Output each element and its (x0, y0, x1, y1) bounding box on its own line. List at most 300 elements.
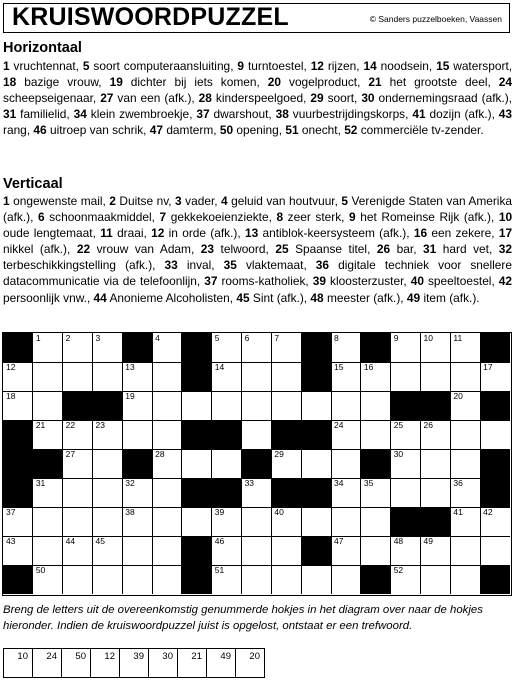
clue-text: soort computeraansluiting (93, 59, 231, 73)
cell-number: 21 (35, 420, 46, 430)
clue-number: 33 (164, 258, 178, 273)
cell-number: 6 (244, 333, 250, 343)
grid-cell[interactable] (391, 565, 421, 594)
grid-cell[interactable] (450, 536, 480, 566)
grid-cell[interactable] (152, 391, 182, 421)
solution-box-number: 10 (17, 651, 28, 662)
clue-number: 40 (410, 274, 424, 289)
clue-text: vader (185, 194, 215, 208)
grid-block (301, 362, 331, 392)
grid-cell[interactable] (331, 391, 361, 421)
solution-box[interactable] (177, 648, 207, 678)
vertical-clue: 11 draai, (100, 226, 152, 241)
solution-box-number: 30 (162, 651, 173, 662)
grid-block (122, 449, 152, 479)
grid-cell[interactable] (301, 565, 331, 594)
vertical-clue: 12 in orde (afk.), (151, 226, 245, 241)
vertical-clue: 10 oude lengtemaat, (3, 210, 513, 241)
cell-number: 50 (35, 565, 46, 575)
cell-number: 31 (35, 478, 46, 488)
horizontal-heading: Horizontaal (3, 40, 82, 56)
grid-cell[interactable] (391, 449, 421, 479)
solution-box-number: 50 (75, 651, 86, 662)
horizontal-clue: 29 soort, (310, 91, 362, 106)
vertical-clue: 32 terbeschikkingstelling (afk.), (3, 242, 513, 273)
title-bar (3, 3, 510, 33)
clue-text: hard vet (442, 242, 489, 257)
clue-text: zeer sterk (287, 210, 342, 225)
clue-number: 13 (244, 226, 259, 241)
grid-cell[interactable] (33, 333, 63, 363)
grid-cell[interactable] (212, 391, 242, 421)
clue-text: ongewenste mail (13, 194, 103, 208)
grid-cell[interactable] (331, 420, 361, 450)
vertical-clue (407, 291, 480, 305)
vertical-clue: 5 Verenigde Staten van Amerika (afk.), (3, 194, 512, 225)
vertical-clue: 9 het Romeinse Rijk (afk.), (349, 210, 499, 225)
grid-cell[interactable] (421, 333, 451, 363)
horizontal-clue: 14 noodsein, (363, 59, 437, 73)
grid-cell[interactable] (242, 507, 272, 537)
clue-text: item (afk.). (423, 290, 480, 305)
solution-box-number: 21 (191, 651, 202, 662)
cell-number: 13 (125, 362, 135, 372)
clue-text: oude lengtemaat (3, 226, 93, 241)
grid-cell[interactable] (212, 565, 242, 594)
cell-number: 11 (453, 333, 463, 343)
grid-cell[interactable] (92, 362, 122, 392)
grid-cell[interactable] (33, 362, 63, 392)
grid-cell[interactable] (450, 565, 480, 594)
grid-block (391, 391, 421, 421)
clue-text: het Romeinse Rijk (afk.) (360, 210, 491, 225)
grid-block (182, 333, 212, 363)
grid-cell[interactable] (421, 536, 451, 566)
grid-cell[interactable] (331, 333, 361, 363)
grid-cell[interactable] (3, 507, 33, 537)
vertical-clue: 31 hard vet, (423, 242, 499, 257)
clue-text: damterm (166, 123, 214, 138)
cell-number: 10 (423, 333, 433, 343)
vertical-clue: 2 Duitse nv, (109, 194, 176, 208)
grid-cell[interactable] (331, 449, 361, 479)
grid-cell[interactable] (33, 420, 63, 450)
instructions-text: Breng de letters uit de overeenkomstig genummerde hokjes in het diagram over naar de hokjes hieronder. Indien de kruiswoordpuzzel juist is opgelost, ontstaat er een trefwoord. (3, 604, 483, 632)
clue-text: soort (327, 91, 355, 106)
grid-cell[interactable] (33, 478, 63, 508)
vertical-clue-list (3, 193, 512, 306)
cell-number: 20 (453, 391, 463, 401)
clue-number: 12 (151, 226, 165, 241)
clue-text: Verenigde Staten van Amerika (afk.) (3, 194, 512, 225)
grid-cell[interactable] (33, 536, 63, 566)
clue-number: 39 (312, 274, 326, 289)
cell-number: 42 (483, 507, 493, 517)
solution-box[interactable] (3, 648, 33, 678)
vertical-clue: 13 antiblok-keersysteem (afk.), (244, 226, 414, 241)
grid-cell[interactable] (152, 565, 182, 594)
grid-cell[interactable] (331, 478, 361, 508)
clue-number: 5 (341, 194, 349, 208)
clue-text: vuurbestrijdingskorps (292, 107, 406, 122)
grid-cell[interactable] (361, 478, 391, 508)
grid-cell[interactable] (63, 333, 93, 363)
grid-cell[interactable] (450, 507, 480, 537)
grid-cell[interactable] (122, 362, 152, 392)
solution-box-number: 24 (46, 651, 57, 662)
clue-number: 31 (423, 242, 437, 257)
clue-number: 42 (498, 274, 513, 289)
grid-cell[interactable] (480, 507, 510, 537)
clue-number: 8 (276, 210, 284, 225)
clue-text: dwarshout (213, 107, 269, 122)
clue-text: familielid (20, 107, 67, 122)
grid-cell[interactable] (301, 391, 331, 421)
grid-cell[interactable] (242, 391, 272, 421)
grid-cell[interactable] (92, 565, 122, 594)
grid-cell[interactable] (331, 565, 361, 594)
cell-number: 12 (6, 362, 16, 372)
clue-text: bazige vrouw (24, 75, 99, 90)
clue-text: vogelproduct (289, 75, 358, 90)
clue-text: speeltoestel (427, 274, 492, 289)
horizontal-clue: 12 rijzen, (310, 59, 364, 73)
solution-box-number: 20 (249, 651, 260, 662)
grid-cell[interactable] (450, 478, 480, 508)
grid-block (361, 449, 391, 479)
vertical-clue: 4 geluid van houtvuur, (221, 194, 342, 208)
horizontal-clue: 9 turntoestel, (237, 59, 311, 73)
clue-number: 16 (413, 226, 428, 241)
grid-cell[interactable] (122, 420, 152, 450)
clue-number: 12 (310, 59, 324, 73)
grid-block (122, 333, 152, 363)
vertical-clue: 40 speeltoestel, (410, 274, 499, 289)
horizontal-clue: 50 opening, (219, 123, 286, 138)
grid-block (301, 420, 331, 450)
clue-text: opening (236, 123, 279, 138)
grid-cell[interactable] (242, 333, 272, 363)
grid-cell[interactable] (63, 449, 93, 479)
grid-cell[interactable] (63, 478, 93, 508)
grid-cell[interactable] (33, 391, 63, 421)
clue-text: terbeschikkingstelling (afk.) (3, 258, 153, 273)
grid-cell[interactable] (421, 449, 451, 479)
grid-block (480, 391, 510, 421)
grid-cell[interactable] (212, 449, 242, 479)
cell-number: 26 (423, 420, 433, 430)
grid-cell[interactable] (301, 507, 331, 537)
grid-cell[interactable] (271, 449, 301, 479)
grid-block (271, 420, 301, 450)
grid-cell[interactable] (242, 536, 272, 566)
grid-cell[interactable] (3, 391, 33, 421)
clue-text: Anonieme Alcoholisten (109, 290, 230, 305)
clue-number: 7 (159, 210, 167, 225)
grid-cell[interactable] (92, 536, 122, 566)
clue-text: uitroep van schrik (49, 123, 144, 138)
horizontal-clue: 21 het grootste deel, (368, 75, 499, 90)
grid-cell[interactable] (242, 420, 272, 450)
clue-text: telwoord (220, 242, 266, 257)
grid-cell[interactable] (33, 565, 63, 594)
cell-number: 4 (155, 333, 160, 343)
clue-text: een zekere (431, 226, 492, 241)
clue-number: 1 (3, 194, 10, 208)
grid-cell[interactable] (63, 507, 93, 537)
vertical-clue: 25 Spaanse titel, (275, 242, 377, 257)
cell-number: 30 (393, 449, 404, 459)
page-title: KRUISWOORDPUZZEL (12, 3, 289, 31)
grid-cell[interactable] (152, 362, 182, 392)
grid-cell[interactable] (242, 362, 272, 392)
horizontal-clue: 27 van een (afk.), (100, 91, 199, 106)
horizontal-clue: 15 watersport, (436, 59, 513, 73)
grid-cell[interactable] (331, 507, 361, 537)
grid-cell[interactable] (212, 362, 242, 392)
grid-cell[interactable] (182, 449, 212, 479)
horizontal-clue: 46 uitroep van schrik, (33, 123, 150, 138)
grid-cell[interactable] (271, 565, 301, 594)
clue-text: in orde (afk.) (168, 226, 238, 241)
clue-text: geluid van houtvuur (231, 194, 335, 208)
grid-block (361, 333, 391, 363)
grid-cell[interactable] (450, 391, 480, 421)
clue-text: meester (afk.) (326, 290, 401, 305)
grid-cell[interactable] (182, 391, 212, 421)
clue-number: 18 (3, 75, 17, 90)
solution-box[interactable] (61, 648, 91, 678)
clue-text: gekkekoeienziekte (170, 210, 269, 225)
clue-text: kloosterzuster (330, 274, 404, 289)
horizontal-clue-list (3, 58, 512, 138)
grid-block (63, 391, 93, 421)
grid-cell[interactable] (271, 507, 301, 537)
cell-number: 17 (483, 362, 493, 372)
grid-block (182, 478, 212, 508)
grid-cell[interactable] (480, 362, 510, 392)
cell-number: 16 (363, 362, 374, 372)
grid-cell[interactable] (152, 333, 182, 363)
clue-text: commerciële tv-zender. (360, 123, 484, 138)
vertical-clue: 16 een zekere, (413, 226, 499, 241)
grid-block (212, 420, 242, 450)
grid-cell[interactable] (361, 420, 391, 450)
clue-number: 47 (149, 123, 163, 138)
vertical-clue: 35 vlaktemaat, (223, 258, 316, 273)
cell-number: 52 (393, 565, 404, 575)
grid-cell[interactable] (92, 333, 122, 363)
grid-block (182, 362, 212, 392)
grid-cell[interactable] (421, 478, 451, 508)
clue-number: 43 (498, 107, 513, 122)
grid-cell[interactable] (63, 362, 93, 392)
grid-block (301, 536, 331, 566)
grid-cell[interactable] (212, 333, 242, 363)
solution-box[interactable] (90, 648, 120, 678)
grid-cell[interactable] (271, 333, 301, 363)
horizontal-clue: 28 kinderspeelgoed, (198, 91, 311, 106)
grid-cell[interactable] (92, 449, 122, 479)
horizontal-clue: 51 onecht, (285, 123, 345, 138)
clue-number: 41 (412, 107, 426, 122)
clue-text: Spaanse titel (295, 242, 368, 257)
solution-box[interactable] (206, 648, 236, 678)
grid-cell[interactable] (3, 536, 33, 566)
grid-cell[interactable] (271, 391, 301, 421)
cell-number: 19 (125, 391, 135, 401)
grid-cell[interactable] (361, 536, 391, 566)
horizontal-clue: 1 vruchtennat, (3, 59, 83, 73)
clue-text: draai (117, 226, 144, 241)
grid-cell[interactable] (450, 333, 480, 363)
clue-text: van een (afk.) (117, 91, 192, 106)
cell-number: 5 (214, 333, 220, 343)
cell-number: 15 (334, 362, 344, 372)
grid-cell[interactable] (480, 536, 510, 566)
clue-text: dozijn (afk.) (429, 107, 492, 122)
grid-cell[interactable] (271, 362, 301, 392)
clue-text: Duitse nv (119, 194, 169, 208)
clue-number: 45 (236, 290, 250, 305)
horizontal-clue: 47 damterm, (149, 123, 220, 138)
grid-block (92, 391, 122, 421)
grid-cell[interactable] (63, 565, 93, 594)
grid-cell[interactable] (122, 507, 152, 537)
cell-number: 45 (95, 536, 105, 546)
grid-cell[interactable] (122, 478, 152, 508)
grid-cell[interactable] (242, 565, 272, 594)
grid-cell[interactable] (421, 565, 451, 594)
clue-number: 20 (267, 75, 282, 90)
grid-cell[interactable] (361, 362, 391, 392)
vertical-clue: 8 zeer sterk, (276, 210, 350, 225)
grid-block (3, 420, 33, 450)
grid-cell[interactable] (450, 449, 480, 479)
grid-cell[interactable] (450, 362, 480, 392)
grid-cell[interactable] (450, 420, 480, 450)
clue-number: 44 (93, 290, 107, 305)
clue-number: 52 (344, 123, 358, 138)
grid-cell[interactable] (421, 420, 451, 450)
clue-number: 35 (223, 258, 237, 273)
grid-cell[interactable] (152, 507, 182, 537)
clue-number: 23 (200, 242, 215, 257)
grid-cell[interactable] (63, 536, 93, 566)
clue-number: 3 (175, 194, 182, 208)
grid-block (301, 478, 331, 508)
grid-cell[interactable] (122, 391, 152, 421)
grid-cell[interactable] (122, 565, 152, 594)
vertical-clue: 23 telwoord, (200, 242, 276, 257)
clue-number: 10 (498, 210, 513, 225)
grid-cell[interactable] (331, 362, 361, 392)
cell-number: 1 (35, 333, 41, 343)
grid-cell[interactable] (212, 507, 242, 537)
grid-cell[interactable] (331, 536, 361, 566)
grid-cell[interactable] (421, 362, 451, 392)
grid-cell[interactable] (271, 536, 301, 566)
cell-number: 8 (334, 333, 339, 343)
grid-cell[interactable] (361, 507, 391, 537)
horizontal-clue: 38 vuurbestrijdingskorps, (275, 107, 413, 122)
grid-cell[interactable] (212, 536, 242, 566)
grid-cell[interactable] (152, 449, 182, 479)
vertical-clue: 17 nikkel (afk.), (3, 226, 513, 257)
grid-cell[interactable] (480, 420, 510, 450)
vertical-clue: 45 Sint (afk.), (236, 290, 311, 305)
grid-block (242, 449, 272, 479)
grid-cell[interactable] (152, 478, 182, 508)
vertical-clue: 3 vader, (175, 194, 222, 208)
cell-number: 14 (214, 362, 225, 372)
clue-number: 19 (109, 75, 123, 90)
grid-block (480, 565, 510, 594)
clue-text: dichter bij iets komen (130, 75, 257, 90)
grid-cell[interactable] (63, 420, 93, 450)
grid-block (212, 478, 242, 508)
grid-cell[interactable] (391, 478, 421, 508)
grid-cell[interactable] (152, 420, 182, 450)
grid-cell[interactable] (33, 507, 63, 537)
vertical-heading: Verticaal (3, 176, 63, 192)
clue-number: 32 (498, 242, 513, 257)
clue-text: inval (186, 258, 212, 273)
grid-block (301, 333, 331, 363)
grid-cell[interactable] (92, 420, 122, 450)
grid-cell[interactable] (242, 478, 272, 508)
grid-cell[interactable] (361, 391, 391, 421)
clue-text: scheepseigenaar (3, 91, 93, 106)
grid-cell[interactable] (391, 362, 421, 392)
grid-cell[interactable] (122, 536, 152, 566)
cell-number: 24 (334, 420, 344, 430)
grid-cell[interactable] (391, 536, 421, 566)
cell-number: 32 (125, 478, 135, 488)
cell-number: 3 (95, 333, 101, 343)
cell-number: 25 (393, 420, 404, 430)
copyright-notice: © Sanders puzzelboeken, Vaassen (369, 14, 502, 24)
clue-number: 11 (100, 226, 113, 241)
solution-box[interactable] (32, 648, 62, 678)
grid-cell[interactable] (301, 449, 331, 479)
solution-box[interactable] (235, 648, 265, 678)
clue-text: schoonmaakmiddel (49, 210, 152, 225)
cell-number: 28 (155, 449, 165, 459)
grid-cell[interactable] (92, 478, 122, 508)
clue-number: 24 (498, 75, 513, 90)
grid-cell[interactable] (92, 507, 122, 537)
clue-number: 48 (310, 290, 324, 305)
clue-number: 9 (237, 59, 245, 73)
vertical-clue: 44 Anonieme Alcoholisten, (93, 290, 237, 305)
grid-cell[interactable] (391, 333, 421, 363)
grid-cell[interactable] (3, 362, 33, 392)
clue-text: persoonlijk vnw. (3, 290, 87, 305)
solution-box[interactable] (148, 648, 178, 678)
grid-cell[interactable] (391, 420, 421, 450)
grid-cell[interactable] (152, 536, 182, 566)
crossword-grid (2, 332, 512, 596)
clue-number: 28 (198, 91, 212, 106)
clue-text: rooms-katholiek (221, 274, 306, 289)
horizontal-clue (344, 123, 483, 137)
clue-text: klein zwembroekje (90, 107, 190, 122)
grid-cell[interactable] (182, 507, 212, 537)
grid-block (182, 536, 212, 566)
cell-number: 41 (453, 507, 463, 517)
solution-box[interactable] (119, 648, 149, 678)
